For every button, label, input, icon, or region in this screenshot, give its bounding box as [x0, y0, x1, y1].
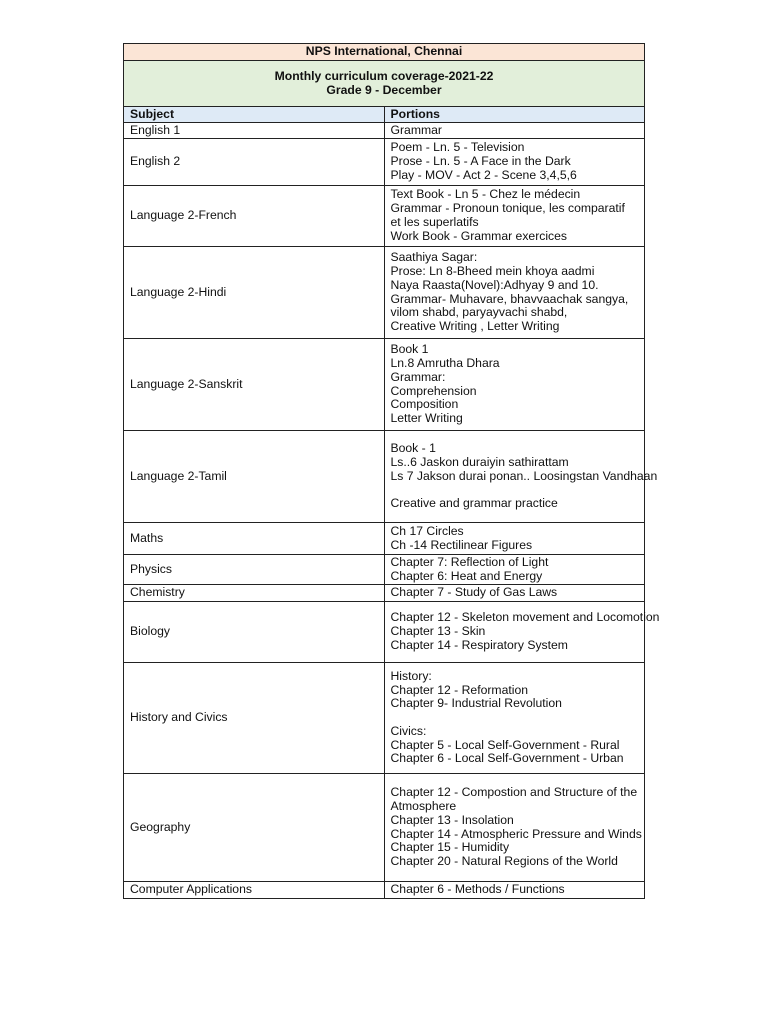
portion-line: Poem - Ln. 5 - Television [390, 140, 525, 155]
portion-line: Saathiya Sagar: [390, 250, 478, 265]
portion-line: Chapter 14 - Atmospheric Pressure and Winds [390, 826, 642, 841]
curriculum-table [123, 43, 660, 899]
title-row [124, 44, 645, 61]
table-row [124, 123, 645, 139]
portions-cell [384, 247, 645, 339]
subtitle-cell [124, 61, 645, 107]
portions-cell [384, 139, 645, 186]
portions-cell [384, 123, 645, 139]
portions-cell [384, 431, 658, 523]
school-title: NPS International, Chennai [124, 44, 645, 61]
portion-line: Comprehension [390, 383, 477, 398]
portion-line: Chapter 7: Reflection of Light [390, 554, 549, 569]
portions-cell [384, 523, 645, 555]
portion-line: Grammar: [390, 369, 446, 384]
portion-line: Creative and grammar practice [390, 496, 558, 511]
portion-line: Grammar [390, 122, 442, 137]
portion-line: Chapter 13 - Skin [390, 624, 486, 639]
table-row [124, 882, 645, 899]
portions-cell [384, 186, 645, 247]
portion-line: Ls..6 Jaskon duraiyin sathirattam [390, 454, 569, 469]
header-row [124, 107, 645, 123]
portions-cell [384, 602, 660, 663]
portion-line: Grammar - Pronoun tonique, les comparatif et les superlatifs [390, 201, 625, 229]
subject-cell: English 1 [124, 123, 385, 139]
portion-line: Ln.8 Amrutha Dhara [390, 355, 500, 370]
subtitle-grade: Grade 9 - December [326, 82, 442, 97]
portion-line: Text Book - Ln 5 - Chez le médecin [390, 187, 581, 202]
subject-cell: Physics [124, 555, 385, 585]
subject-cell: Chemistry [124, 585, 385, 602]
portion-line: Book - 1 [390, 441, 436, 455]
portions-header: Portions [384, 107, 645, 123]
subject-cell: Language 2-Sanskrit [124, 339, 385, 431]
portion-line: Ch 17 Circles [390, 523, 464, 538]
table-row [124, 339, 645, 431]
subject-header: Subject [124, 107, 385, 123]
table-row [124, 774, 645, 882]
table-row [124, 523, 645, 555]
portion-line: Chapter 12 - Skeleton movement and Locomotion [390, 610, 660, 625]
portion-line: Chapter 6 - Methods / Functions [390, 882, 565, 897]
subject-cell: Computer Applications [124, 882, 385, 899]
subject-cell: Language 2-French [124, 186, 385, 247]
portion-line: Civics: [390, 723, 427, 738]
blank-line [391, 711, 639, 725]
subject-cell: History and Civics [124, 663, 385, 774]
portion-line: Prose - Ln. 5 - A Face in the Dark [390, 154, 571, 169]
table-row [124, 247, 645, 339]
portion-line: Chapter 6: Heat and Energy [390, 568, 543, 583]
table-row [124, 602, 645, 663]
subject-cell: Language 2-Hindi [124, 247, 385, 339]
portion-line: Chapter 9- Industrial Revolution [390, 696, 562, 711]
portion-line: Chapter 6 - Local Self-Government - Urban [390, 751, 624, 766]
portion-line: Book 1 [390, 342, 429, 357]
portion-line: Work Book - Grammar exercices [390, 228, 568, 243]
table-row [124, 663, 645, 774]
portion-line: Chapter 13 - Insolation [390, 812, 514, 827]
portions-cell [384, 882, 645, 899]
portions-cell [384, 774, 645, 882]
portion-line: Play - MOV - Act 2 - Scene 3,4,5,6 [390, 167, 577, 182]
portion-line: Ls 7 Jakson durai ponan.. Loosingstan Vandhaan [390, 468, 658, 483]
portion-line: Chapter 12 - Reformation [390, 682, 529, 697]
curriculum-sheet [123, 43, 660, 899]
table-row [124, 139, 645, 186]
subject-cell: Biology [124, 602, 385, 663]
subject-cell: Maths [124, 523, 385, 555]
table-row [124, 431, 645, 523]
portion-line: Chapter 20 - Natural Regions of the World [390, 854, 618, 869]
subject-cell: Language 2-Tamil [124, 431, 385, 523]
subtitle-row [124, 61, 645, 107]
table-row [124, 555, 645, 585]
table-row [124, 186, 645, 247]
portion-line: Naya Raasta(Novel):Adhyay 9 and 10. [390, 277, 599, 292]
portion-line: Composition [390, 397, 459, 412]
portion-line: Chapter 12 - Compostion and Structure of the Atmosphere [390, 785, 638, 813]
portions-cell [384, 555, 645, 585]
portion-line: Chapter 14 - Respiratory System [390, 637, 568, 652]
portions-cell [384, 585, 645, 602]
portions-cell [384, 663, 645, 774]
portion-line: Chapter 15 - Humidity [390, 840, 510, 855]
portions-cell [384, 339, 645, 431]
portion-line: History: [390, 668, 432, 683]
subject-cell: English 2 [124, 139, 385, 186]
portion-line: Grammar- Muhavare, bhavvaachak sangya, vilom shabd, paryayvachi shabd, [390, 291, 629, 320]
portion-line: Ch -14 Rectilinear Figures [390, 537, 533, 552]
table-row [124, 585, 645, 602]
portion-line: Letter Writing [390, 411, 463, 426]
portion-line: Prose: Ln 8-Bheed mein khoya aadmi [390, 263, 595, 278]
subject-cell: Geography [124, 774, 385, 882]
blank-line [391, 483, 639, 497]
subtitle-line: Monthly curriculum coverage-2021-22 [274, 68, 494, 83]
portion-line: Creative Writing , Letter Writing [390, 319, 560, 334]
portion-line: Chapter 7 - Study of Gas Laws [390, 585, 558, 600]
portion-line: Chapter 5 - Local Self-Government - Rural [390, 737, 620, 752]
